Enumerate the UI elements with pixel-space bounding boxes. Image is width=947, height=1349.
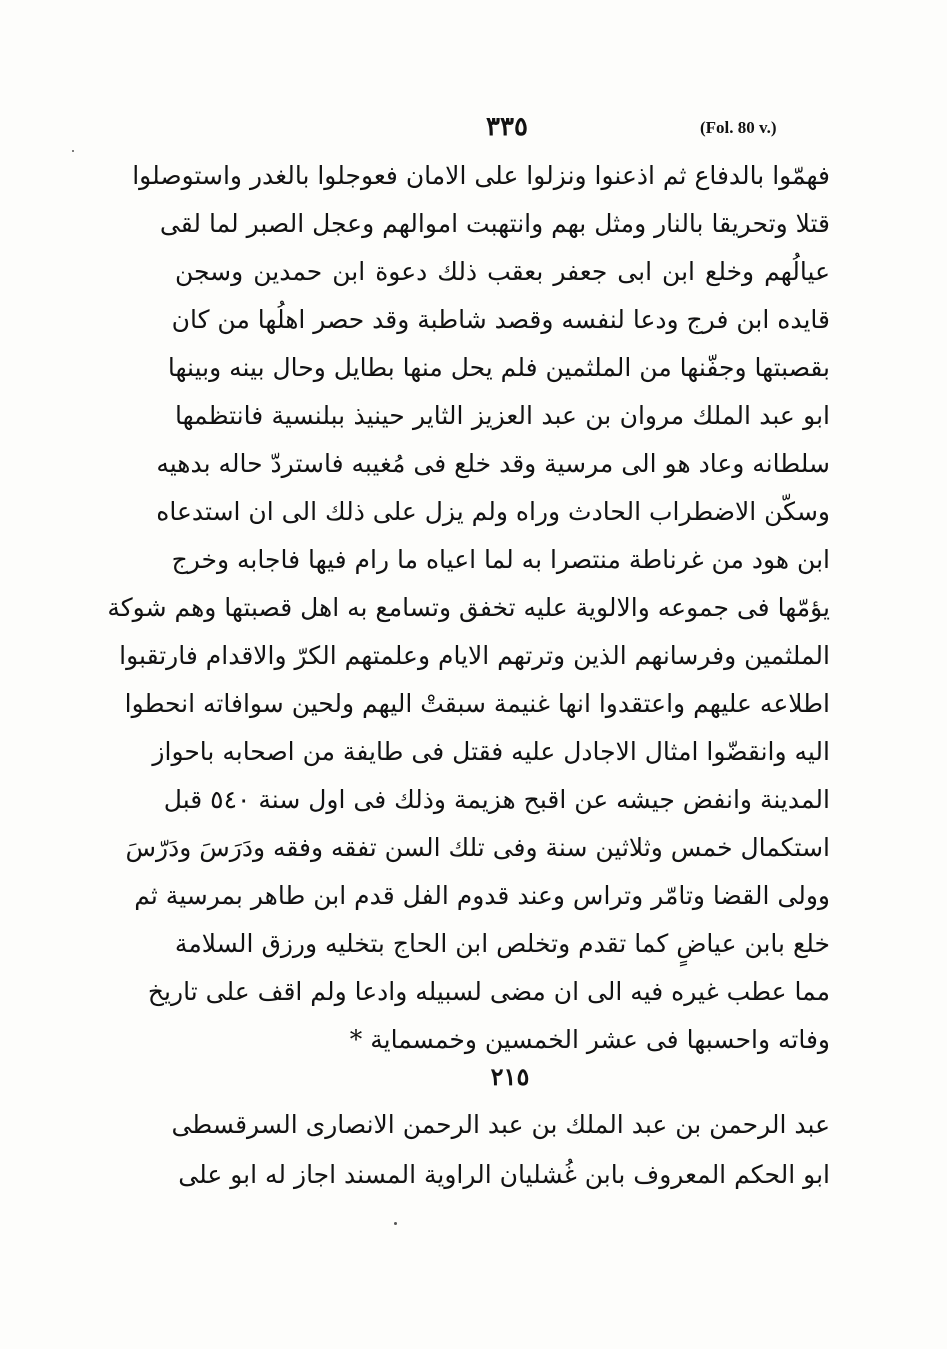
entry-text xyxy=(171,1100,830,1200)
text-line: ابن هود من غرناطة منتصرا به لما اعياه ما رام فيها فاجابه وخرج xyxy=(171,545,830,574)
text-line: خلع بابن عياضٍ كما تقدم وتخلص ابن الحاج بتخليه ورزق السلامة xyxy=(174,929,830,958)
text-line: اطلاعه عليهم واعتقدوا انها غنيمة سبقتْ اليهم ولحين سوافاته انحطوا xyxy=(124,689,830,718)
text-line: قايده ابن فرج ودعا لنفسه وقصد شاطبة وقد حصر اهلُها من كان xyxy=(171,305,830,334)
text-line: وولى القضا وتامّر وتراس وعند قدوم الفل قدم ابن طاهر بمرسية ثم xyxy=(134,881,830,910)
text-line: سلطانه وعاد هو الى مرسية وقد خلع فى مُغيبه فاستردّ حاله بدهيه xyxy=(156,449,830,478)
entry-line: ابو الحكم المعروف بابن غُشليان الراوية المسند اجاز له ابو على xyxy=(178,1160,830,1189)
text-line: استكمال خمس وثلاثين سنة وفى تلك السن تفقه وفقه ودَرَسَ ودَرّسَ xyxy=(125,833,830,862)
text-line: اليه وانقضّوا امثال الاجادل عليه فقتل فى طايفة من اصحابه باحواز xyxy=(152,737,830,766)
text-line: قتلا وتحريقا بالنار ومثل بهم وانتهبت اموالهم وعجل الصبر لما لقى xyxy=(159,209,830,238)
page-number: ٣٣٥ xyxy=(486,112,528,142)
text-line: عيالُهم وخلع ابن ابى جعفر بعقب ذلك دعوة ابن حمدين وسجن xyxy=(175,257,830,286)
text-line: بقصبتها وجفّنها من الملثمين فلم يحل منها بطايل وحال بينه وبينها xyxy=(167,353,830,382)
text-line: فهمّوا بالدفاع ثم اذعنوا ونزلوا على الامان فعوجلوا بالغدر واستوصلوا xyxy=(132,161,830,190)
folio-reference: (Fol. 80 v.) xyxy=(700,118,777,137)
entry-number: ٢١٥ xyxy=(490,1062,530,1091)
paper-speck xyxy=(72,150,74,152)
body-text xyxy=(107,152,830,1064)
text-line: مما عطب غيره فيه الى ان مضى لسبيله وادعا ولم اقف على تاريخ xyxy=(147,977,830,1006)
paper-speck xyxy=(394,1222,397,1225)
text-line: وسكّن الاضطراب الحادث وراه ولم يزل على ذلك الى ان استدعاه xyxy=(156,497,830,526)
text-line: يؤمّها فى جموعه والالوية عليه تخفق وتسامع به اهل قصبتها وهم شوكة xyxy=(107,593,830,622)
entry-line: عبد الرحمن بن عبد الملك بن عبد الرحمن الانصارى السرقسطى xyxy=(171,1110,830,1139)
text-line: المدينة وانفض جيشه عن اقبح هزيمة وذلك فى اول سنة ٥٤٠ قبل xyxy=(163,785,830,814)
text-line-final: وفاته واحسبها فى عشر الخمسين وخمسماية * xyxy=(349,1025,830,1054)
text-line: الملثمين وفرسانهم الذين وترتهم الايام وعلمتهم الكرّ والاقدام فارتقبوا xyxy=(119,641,830,670)
text-line: ابو عبد الملك مروان بن عبد العزيز الثاير حينيذ ببلنسية فانتظمها xyxy=(175,401,830,430)
